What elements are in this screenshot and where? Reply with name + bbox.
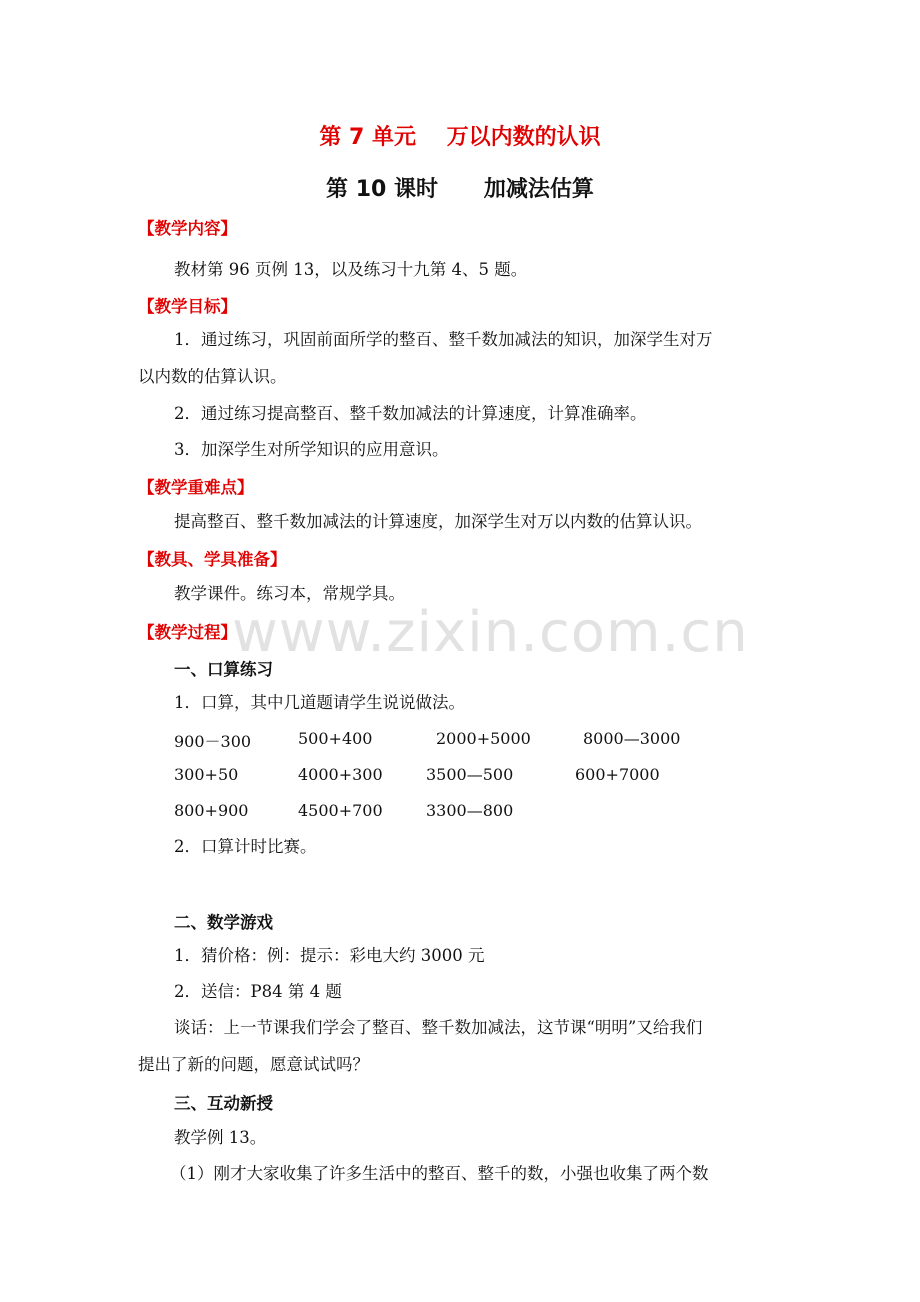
content-text: 教材第 96 页例 13，以及练习十九第 4、5 题。 xyxy=(174,260,528,279)
calc-item: 3500—500 xyxy=(426,765,514,784)
part-2-item-1: 1．猜价格：例：提示：彩电大约 3000 元 xyxy=(174,946,485,965)
calc-item: 600+7000 xyxy=(575,765,660,784)
calc-item: 8000—3000 xyxy=(583,729,681,748)
content-heading: 【教学内容】 xyxy=(138,219,237,238)
calc-item: 4500+700 xyxy=(298,801,383,820)
calc-item: 500+400 xyxy=(298,729,373,748)
goals-heading: 【教学目标】 xyxy=(138,297,237,316)
calc-item: 900－300 xyxy=(174,732,252,751)
part-1-item-2: 2．口算计时比赛。 xyxy=(174,837,317,856)
unit-title: 第 7 单元 万以内数的认识 xyxy=(319,125,601,150)
goal-1-line-2: 以内数的估算认识。 xyxy=(138,367,287,386)
calc-item: 3300—800 xyxy=(426,801,514,820)
part-3-item-1: 教学例 13。 xyxy=(174,1128,267,1147)
part-3-item-2: （1）刚才大家收集了许多生活中的整百、整千的数，小强也收集了两个数 xyxy=(170,1164,709,1183)
process-heading: 【教学过程】 xyxy=(138,623,237,642)
goal-3: 3．加深学生对所学知识的应用意识。 xyxy=(174,440,449,459)
key-points-heading: 【教学重难点】 xyxy=(138,478,254,497)
tools-text: 教学课件。练习本，常规学具。 xyxy=(174,584,405,603)
calc-item: 4000+300 xyxy=(298,765,383,784)
tools-heading: 【教具、学具准备】 xyxy=(138,550,287,569)
goal-2: 2．通过练习提高整百、整千数加减法的计算速度，计算准确率。 xyxy=(174,404,647,423)
part-1-item-1: 1．口算，其中几道题请学生说说做法。 xyxy=(174,693,465,712)
part-3-heading: 三、互动新授 xyxy=(174,1094,273,1113)
part-2-talk-line-1: 谈话：上一节课我们学会了整百、整千数加减法，这节课“明明”又给我们 xyxy=(174,1018,703,1037)
goal-1-line-1: 1．通过练习，巩固前面所学的整百、整千数加减法的知识，加深学生对万 xyxy=(174,330,713,349)
part-2-item-2: 2．送信：P84 第 4 题 xyxy=(174,982,342,1001)
calc-item: 2000+5000 xyxy=(436,729,531,748)
part-2-talk-line-2: 提出了新的问题，愿意试试吗？ xyxy=(138,1055,369,1074)
part-2-heading: 二、数学游戏 xyxy=(174,913,273,932)
calc-item: 800+900 xyxy=(174,801,249,820)
calc-item: 300+50 xyxy=(174,765,239,784)
lesson-title: 第 10 课时 加减法估算 xyxy=(326,177,594,202)
key-points-text: 提高整百、整千数加减法的计算速度，加深学生对万以内数的估算认识。 xyxy=(174,512,702,531)
part-1-heading: 一、口算练习 xyxy=(174,660,273,679)
watermark-text: www.zixin.com.cn xyxy=(232,600,749,665)
